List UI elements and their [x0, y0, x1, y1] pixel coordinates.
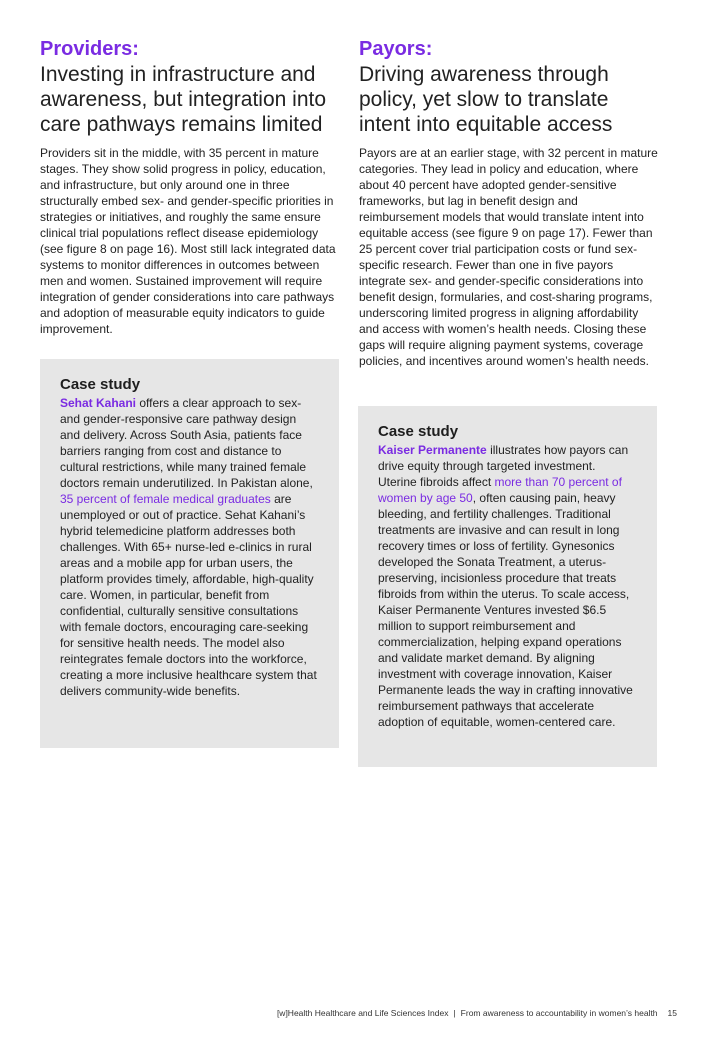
providers-subtitle: Investing in infrastructure and awareness, but integration into care pathways remains limited	[40, 63, 327, 136]
case-study-text-part: , often causing pain, heavy bleeding, and fertility challenges. Traditional treatments are invasive and can result in long recovery times or loss of fertility. Gynesonics developed the Sonata Treatment, a uterus-preserving, incisionless procedure that treats fibroids from within the uterus. To scale access, Kaiser Permanente Ventures invested $6.5 million to support reimbursement and commercialization, helping expand operations and validate market demand. By aligning investment with coverage innovation, Kaiser Permanente leads the way in crafting innovative reimbursement pathways that accelerate adoption of equitable, women-centered care.	[378, 491, 633, 729]
case-study-text-part: offers a clear approach to sex- and gender-responsive care pathway design and delivery. Across South Asia, patients face barriers ranging from cost and distance to cultural restrictions, while many trained female doctors remain underutilized. In Pakistan alone,	[60, 396, 313, 490]
case-study-link[interactable]: 35 percent of female medical graduates	[60, 492, 271, 506]
providers-case-study	[40, 359, 339, 748]
case-study-link[interactable]: more than 70 percent of women by age 50	[378, 475, 622, 505]
case-study-text	[378, 442, 637, 730]
footer-separator: |	[453, 1008, 456, 1018]
case-study-org: Sehat Kahani	[60, 396, 137, 410]
case-study-text-part: are unemployed or out of practice. Sehat Kahani’s hybrid telemedicine platform addresses both challenges. With 65+ nurse-led e-clinics in rural areas and a mobile app for urban users, the platform provides timely, affordable, high-quality care. Women, in particular, benefit from confidential, culturally sensitive consultations with female doctors, encouraging care-seeking for sensitive health needs. The model also reintegrates female doctors into the workforce, creating a more inclusive healthcare system that delivers community-wide benefits.	[60, 492, 317, 698]
case-study-text	[60, 395, 319, 699]
payors-title: Payors:	[359, 38, 433, 60]
case-study-text-part: illustrates how payors can drive equity through targeted investment. Uterine fibroids affect	[378, 443, 629, 489]
page-number: 15	[667, 1008, 677, 1018]
case-study-heading: Case study	[378, 423, 459, 440]
providers-title: Providers:	[40, 38, 139, 60]
footer-tagline: From awareness to accountability in women’s health	[460, 1008, 658, 1018]
payors-body: Payors are at an earlier stage, with 32 percent in mature categories. They lead in policy and education, where about 40 percent have adopted gender-sensitive frameworks, but lag in benefit design and reimbursement models that would translate intent into equitable access (see figure 9 on page 17). Fewer than 25 percent cover trial participation costs or fund sex-specific research. Fewer than one in five payors integrate sex- and gender-specific considerations into benefit design, formularies, and cost-sharing programs, underscoring limited progress in aligning affordability and access with women’s health needs. Closing these gaps will require aligning payment systems, coverage policies, and incentives around women’s health needs.	[359, 146, 658, 368]
page-footer	[150, 1008, 677, 1018]
providers-section	[40, 36, 340, 337]
footer-publication: [w]Health Healthcare and Life Sciences Index	[276, 1008, 449, 1018]
case-study-heading: Case study	[60, 376, 141, 393]
payors-subtitle: Driving awareness through policy, yet slow to translate intent into equitable access	[359, 63, 613, 136]
providers-body: Providers sit in the middle, with 35 percent in mature stages. They show solid progress in policy, education, and infrastructure, but only around one in three structurally embed sex- and gender-specific priorities in strategies or initiatives, and roughly the same ensure clinical trial populations reflect disease epidemiology (see figure 8 on page 16). Most still lack integrated data systems to monitor differences in outcomes between men and women. Sustained improvement will require integration of gender considerations into care pathways and adoption of measurable equity indicators to guide improvement.	[40, 146, 336, 336]
payors-case-study	[358, 406, 657, 767]
case-study-org: Kaiser Permanente	[378, 443, 487, 457]
payors-section	[359, 36, 659, 369]
